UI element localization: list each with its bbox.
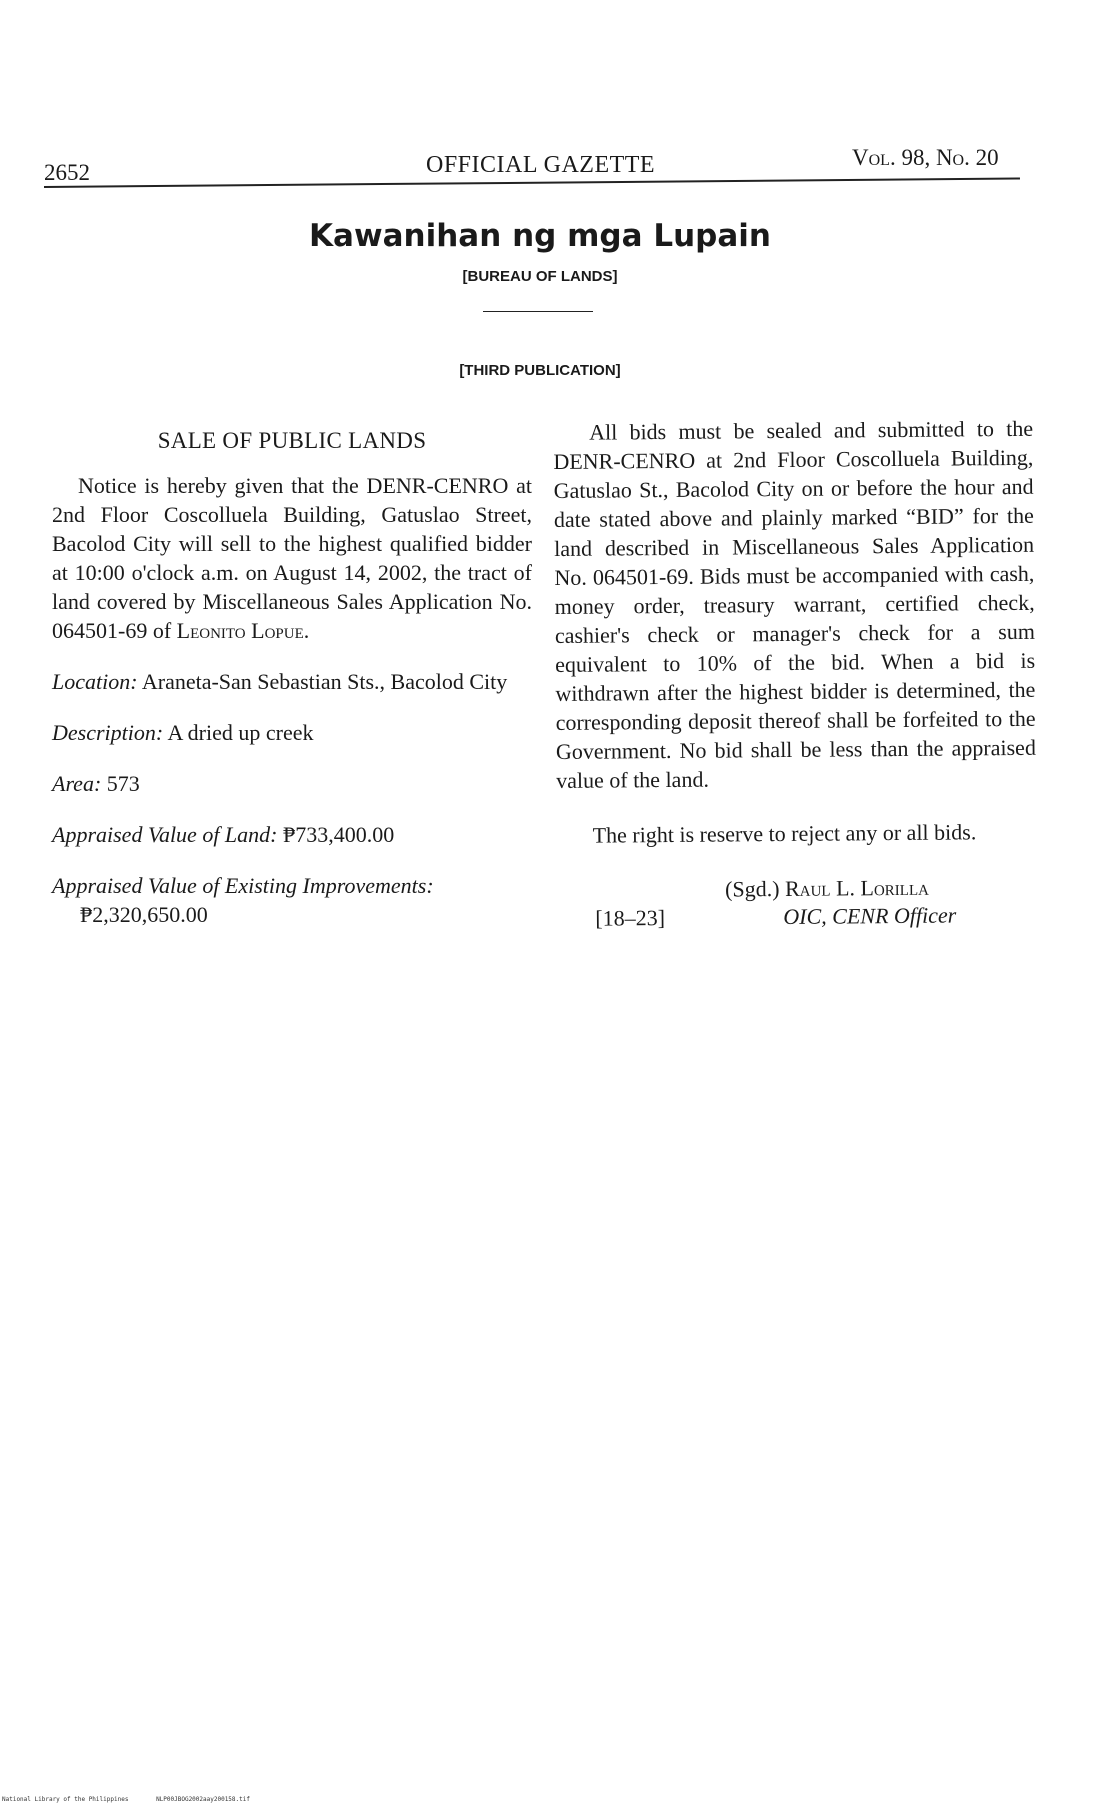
location-label: Location: [52, 669, 138, 694]
signatory-title: OIC, CENR Officer [783, 902, 957, 930]
bids-paragraph: All bids must be sealed and submitted to the DENR-CENRO at 2nd Floor Coscolluela Building, Gatuslao St., Bacolod City on or before the hour and date stated above and plainly marked “BID” for the land described in Miscellaneous Sales Application No. 064501-69. Bids must be accompanied with cash, money order, treasury warrant, certified check, cashier's check or manager's check for a sum equivalent to 10% of the bid. When a bid is withdrawn after the highest bidder is determined, the corresponding deposit thereof shall be forfeited to the Government. No bid shall be less than the appraised value of the land. [553, 415, 1037, 793]
area-value: 573 [106, 771, 140, 796]
land-value-field [52, 820, 532, 849]
notice-intro-text: Notice is hereby given that the DENR-CENRO at 2nd Floor Coscolluela Building, Gatuslao Street, Bacolod City will sell to the highest qualified bidder at 10:00 o'clock a.m. on August 14, 2002, the tract of land covered by Miscellaneous Sales Application No. 064501-69 of [52, 473, 532, 643]
left-column [52, 426, 532, 929]
page-number: 2652 [44, 160, 90, 185]
notice-title: SALE OF PUBLIC LANDS [157, 428, 427, 453]
description-field [52, 718, 532, 747]
notice-intro [52, 471, 532, 645]
library-name: National Library of the Philippines [2, 1796, 129, 1803]
divider-rule [483, 311, 593, 312]
agency-subtitle: [BUREAU OF LANDS] [462, 268, 618, 285]
improvements-value: ₱2,320,650.00 [80, 902, 208, 927]
signature-block [557, 872, 1038, 936]
file-id: NLP00JBOG2002aay200158.tif [156, 1796, 250, 1803]
volume-number: Vol. 98, No. 20 [852, 145, 999, 170]
publication-label: [THIRD PUBLICATION] [459, 362, 621, 379]
description-label: Description: [52, 720, 164, 745]
applicant-name: Leonito Lopue. [176, 618, 310, 643]
improvements-label: Appraised Value of Existing Improvements: [52, 873, 434, 898]
right-column [553, 414, 1038, 936]
land-value: ₱733,400.00 [283, 822, 395, 847]
signatory-name: Raul L. Lorilla [784, 874, 929, 901]
location-value: Araneta-San Sebastian Sts., Bacolod City [141, 669, 508, 694]
agency-title: Kawanihan ng mga Lupain [309, 218, 771, 254]
signatory [725, 873, 929, 904]
publication-dates: [18–23] [595, 905, 666, 931]
running-title: OFFICIAL GAZETTE [426, 152, 656, 178]
header-rule [44, 177, 1020, 188]
description-value: A dried up creek [167, 720, 314, 745]
improvements-value-field [52, 871, 532, 929]
area-label: Area: [52, 771, 102, 796]
reserve-statement: The right is reserve to reject any or all bids. [592, 819, 977, 848]
signature-prefix: (Sgd.) [725, 876, 780, 902]
location-field [52, 667, 532, 696]
land-value-label: Appraised Value of Land: [52, 822, 278, 847]
area-field [52, 769, 532, 798]
scan-footer [2, 1796, 274, 1803]
